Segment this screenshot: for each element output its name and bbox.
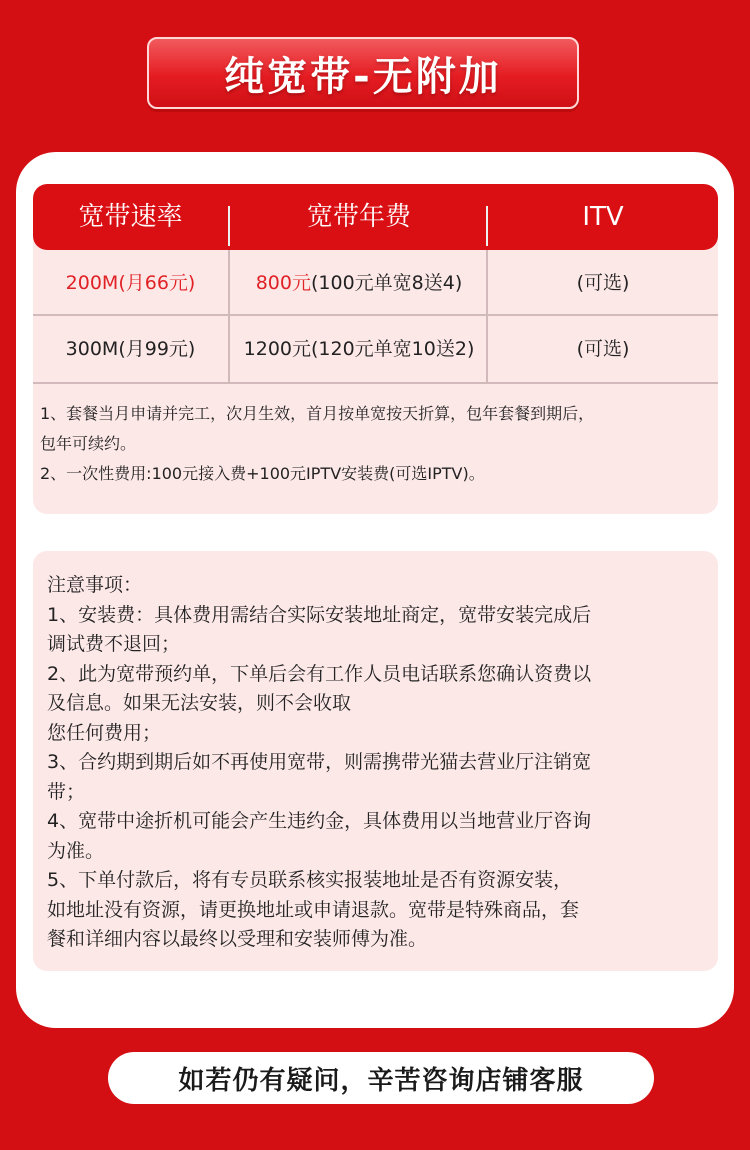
package-note-line: 包年可续约。: [40, 434, 137, 453]
column-divider: [486, 250, 488, 384]
table-bottom-line: [33, 382, 718, 384]
row-fee: [230, 316, 488, 382]
notice-line: 如地址没有资源，请更换地址或申请退款。宽带是特殊商品，套: [47, 898, 580, 921]
notice-line: 餐和详细内容以最终以受理和安装师傅为准。: [47, 928, 428, 950]
row-itv: (可选): [576, 338, 630, 360]
notice-text: [47, 571, 687, 955]
contact-service-banner: [108, 1052, 654, 1104]
notice-heading: 注意事项：: [47, 574, 143, 596]
notice-line: 您任何费用；: [47, 721, 162, 744]
row-fee-detail: (100元单宽8送4): [310, 272, 463, 294]
column-divider: [228, 250, 230, 384]
row-speed: 300M(月99元): [65, 338, 196, 360]
notice-line: 3、合约期到期后如不再使用宽带，则需携带光猫去营业厅注销宽: [47, 751, 592, 773]
contact-service-text: 如若仍有疑问，辛苦咨询店铺客服: [178, 1065, 584, 1096]
header-speed: 宽带速率: [78, 202, 183, 232]
notice-line: 4、宽带中途折机可能会产生违约金，具体费用以当地营业厅咨询: [47, 810, 592, 832]
title-banner: [147, 37, 579, 109]
page-title: 纯宽带-无附加: [224, 53, 502, 100]
notice-line: 及信息。如果无法安装，则不会收取: [47, 692, 352, 714]
row-fee-main: 800元: [255, 272, 311, 294]
header-itv: ITV: [582, 202, 624, 232]
package-note-line: 2、一次性费用:100元接入费+100元IPTV安装费(可选IPTV)。: [40, 464, 485, 483]
package-note-line: 1、套餐当月申请并完工，次月生效，首月按单宽按天折算，包年套餐到期后，: [40, 404, 595, 423]
notice-line: 5、下单付款后，将有专员联系核实报装地址是否有资源安装，: [47, 869, 573, 891]
notice-line: 2、此为宽带预约单，下单后会有工作人员电话联系您确认资费以: [47, 662, 592, 685]
row-speed: 200M(月66元): [65, 272, 196, 294]
notice-line: 调试费不退回；: [47, 633, 181, 655]
package-notes: [40, 399, 710, 489]
row-itv: (可选): [576, 272, 630, 294]
row-fee-main: 1200元: [243, 338, 311, 360]
row-fee-detail: (120元单宽10送2): [311, 338, 475, 360]
notice-line: 1、安装费：具体费用需结合实际安装地址商定，宽带安装完成后: [47, 603, 592, 626]
notice-line: 带；: [47, 780, 86, 803]
table-row: [33, 250, 718, 316]
notice-line: 为准。: [47, 839, 105, 862]
header-annual-fee: 宽带年费: [306, 202, 411, 232]
row-fee: [230, 250, 488, 316]
table-header: [33, 184, 718, 250]
table-row: [33, 316, 718, 382]
